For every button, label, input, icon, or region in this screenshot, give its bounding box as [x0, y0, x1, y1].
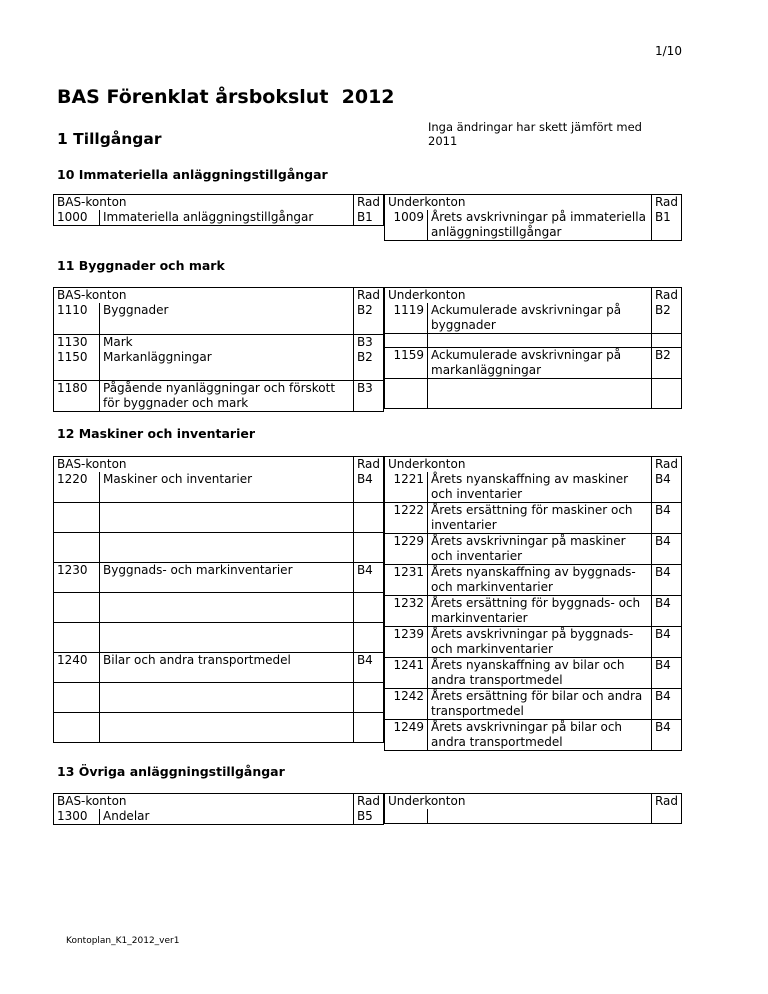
subaccount-name: Ackumulerade avskrivningar på byggnader — [428, 303, 652, 334]
account-number: 1110 — [54, 303, 100, 334]
account-number: 1150 — [54, 350, 100, 381]
rad-header: Rad — [353, 288, 383, 304]
subaccount-number: 1231 — [385, 565, 428, 596]
subaccount-number — [385, 809, 428, 823]
subaccount-number: 1221 — [385, 472, 428, 503]
subaccount-number: 1229 — [385, 534, 428, 565]
bas-header: BAS-konton — [54, 794, 354, 810]
sub-accounts-table-12 — [384, 456, 682, 751]
account-number: 1230 — [54, 562, 100, 592]
subaccount-rad: B4 — [651, 503, 681, 534]
bas-accounts-table-13 — [53, 793, 384, 825]
footer-filename: Kontoplan_K1_2012_ver1 — [66, 936, 180, 946]
subaccount-name: Årets ersättning för maskiner och inventarier — [428, 503, 652, 534]
account-name: Andelar — [100, 809, 354, 825]
account-rad: B4 — [353, 652, 383, 682]
account-name: Immateriella anläggningstillgångar — [100, 210, 354, 226]
bas-accounts-table-12 — [53, 456, 384, 743]
subaccount-name: Årets ersättning för bilar och andra transportmedel — [428, 689, 652, 720]
subaccount-rad: B4 — [651, 720, 681, 751]
account-rad: B2 — [353, 350, 383, 381]
subaccount-rad: B4 — [651, 565, 681, 596]
subaccount-name: Årets avskrivningar på bilar och andra transportmedel — [428, 720, 652, 751]
sub-accounts-table-10 — [384, 194, 682, 241]
section-heading-13: 13 Övriga anläggningstillgångar — [57, 764, 285, 779]
subaccount-number: 1009 — [385, 210, 428, 241]
rad-header: Rad — [353, 457, 383, 473]
subaccount-name: Årets avskrivningar på byggnads- och markinventarier — [428, 627, 652, 658]
subaccount-name: Årets ersättning för byggnads- och markinventarier — [428, 596, 652, 627]
sub-accounts-table-13 — [384, 793, 682, 824]
underkonton-header: Underkonton — [385, 195, 652, 211]
account-rad: B3 — [353, 381, 383, 412]
account-number: 1220 — [54, 472, 100, 502]
rad-header: Rad — [651, 794, 681, 810]
account-name: Mark — [100, 334, 354, 350]
account-rad: B5 — [353, 809, 383, 825]
rad-header: Rad — [651, 288, 681, 304]
subaccount-rad: B4 — [651, 658, 681, 689]
page-number: 1/10 — [655, 44, 682, 58]
subaccount-number: 1239 — [385, 627, 428, 658]
section-heading-11: 11 Byggnader och mark — [57, 258, 225, 273]
rad-header: Rad — [353, 195, 383, 211]
subaccount-number: 1232 — [385, 596, 428, 627]
account-name: Byggnader — [100, 303, 354, 334]
subaccount-rad: B2 — [651, 348, 681, 379]
subaccount-rad: B4 — [651, 689, 681, 720]
subaccount-rad: B1 — [651, 210, 681, 241]
subaccount-number: 1242 — [385, 689, 428, 720]
subaccount-number — [385, 379, 428, 409]
document-title: BAS Förenklat årsbokslut 2012 — [57, 86, 395, 108]
account-rad: B2 — [353, 303, 383, 334]
section-heading-12: 12 Maskiner och inventarier — [57, 426, 256, 441]
rad-header: Rad — [651, 457, 681, 473]
subaccount-rad — [651, 379, 681, 409]
section-heading-10: 10 Immateriella anläggningstillgångar — [57, 167, 328, 182]
subaccount-rad: B4 — [651, 534, 681, 565]
account-number: 1240 — [54, 652, 100, 682]
sub-accounts-table-11 — [384, 287, 682, 409]
subaccount-name: Ackumulerade avskrivningar på markanläggningar — [428, 348, 652, 379]
rad-header: Rad — [353, 794, 383, 810]
subaccount-name: Årets nyanskaffning av bilar och andra transportmedel — [428, 658, 652, 689]
subaccount-name — [428, 809, 652, 823]
underkonton-header: Underkonton — [385, 457, 652, 473]
account-name: Maskiner och inventarier — [100, 472, 354, 502]
subaccount-rad: B4 — [651, 596, 681, 627]
underkonton-header: Underkonton — [385, 794, 652, 810]
account-number: 1180 — [54, 381, 100, 412]
subaccount-name: Årets nyanskaffning av maskiner och inventarier — [428, 472, 652, 503]
subaccount-number: 1249 — [385, 720, 428, 751]
subaccount-rad: B4 — [651, 627, 681, 658]
subaccount-rad — [651, 334, 681, 348]
subaccount-number: 1119 — [385, 303, 428, 334]
bas-header: BAS-konton — [54, 457, 354, 473]
bas-accounts-table-11 — [53, 287, 384, 412]
account-rad: B1 — [353, 210, 383, 226]
subaccount-rad: B4 — [651, 472, 681, 503]
section-title: 1 Tillgångar — [57, 130, 162, 148]
subaccount-number — [385, 334, 428, 348]
account-number: 1000 — [54, 210, 100, 226]
account-rad: B3 — [353, 334, 383, 350]
subaccount-name — [428, 379, 652, 409]
account-name: Byggnads- och markinventarier — [100, 562, 354, 592]
underkonton-header: Underkonton — [385, 288, 652, 304]
subaccount-name: Årets nyanskaffning av byggnads- och markinventarier — [428, 565, 652, 596]
bas-header: BAS-konton — [54, 195, 354, 211]
change-note: Inga ändringar har skett jämfört med 2011 — [428, 120, 642, 148]
subaccount-rad: B2 — [651, 303, 681, 334]
account-number: 1300 — [54, 809, 100, 825]
subaccount-number: 1159 — [385, 348, 428, 379]
subaccount-number: 1241 — [385, 658, 428, 689]
rad-header: Rad — [651, 195, 681, 211]
account-number: 1130 — [54, 334, 100, 350]
subaccount-name — [428, 334, 652, 348]
subaccount-name: Årets avskrivningar på immateriella anläggningstillgångar — [428, 210, 652, 241]
account-name: Pågående nyanläggningar och förskott för byggnader och mark — [100, 381, 354, 412]
subaccount-rad — [651, 809, 681, 823]
bas-header: BAS-konton — [54, 288, 354, 304]
subaccount-number: 1222 — [385, 503, 428, 534]
account-rad: B4 — [353, 562, 383, 592]
account-rad: B4 — [353, 472, 383, 502]
bas-accounts-table-10 — [53, 194, 384, 226]
subaccount-name: Årets avskrivningar på maskiner och inventarier — [428, 534, 652, 565]
account-name: Bilar och andra transportmedel — [100, 652, 354, 682]
account-name: Markanläggningar — [100, 350, 354, 381]
